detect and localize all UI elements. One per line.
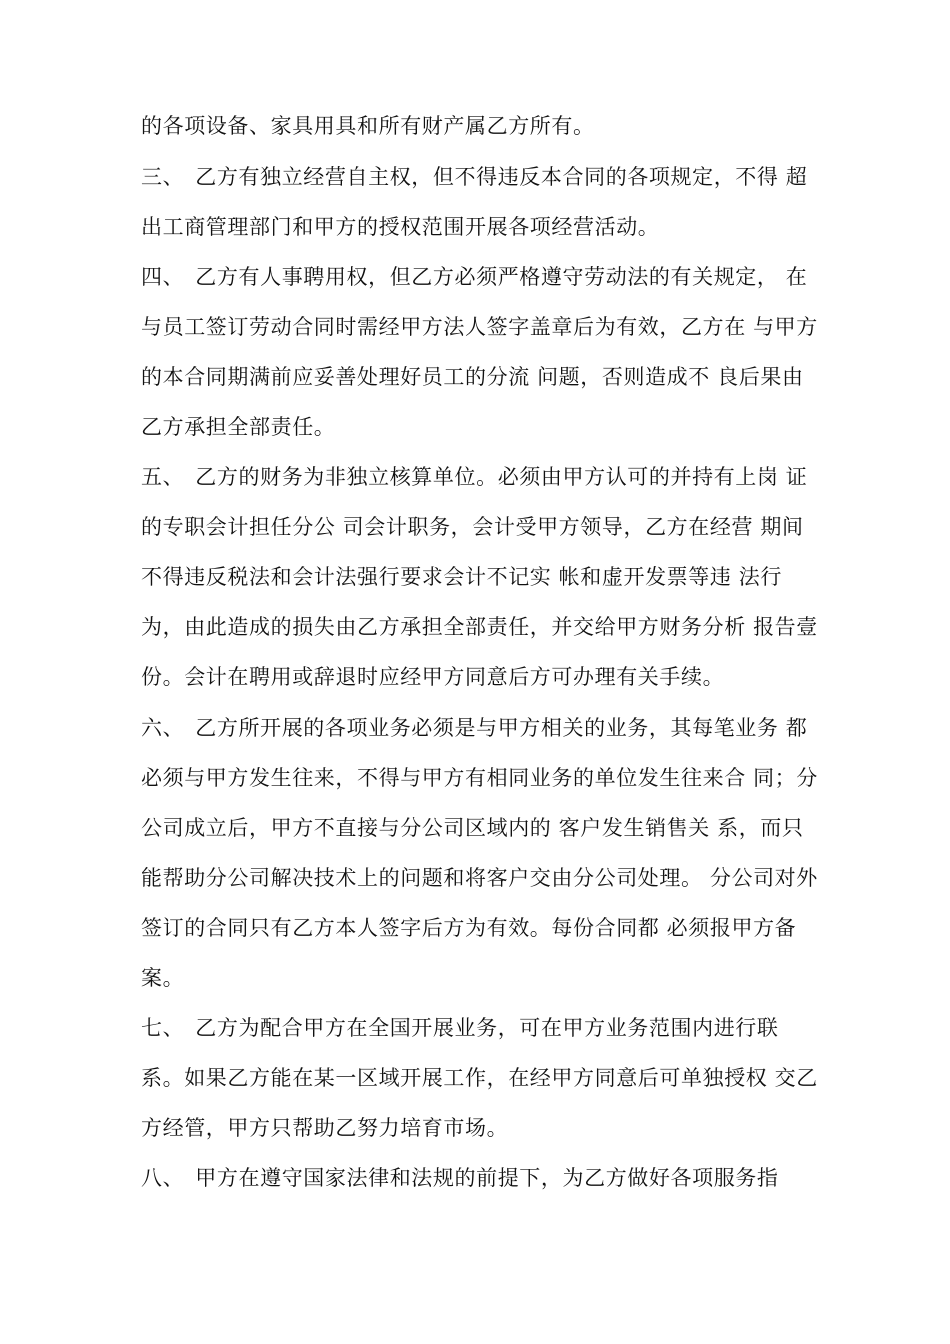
clause-3-line-1: 三、 乙方有独立经营自主权，但不得违反本合同的各项规定，不得 超 — [141, 165, 808, 189]
text-line: 案。 — [141, 966, 185, 990]
text-line: 系。如果乙方能在某一区域开展工作，在经甲方同意后可单独授权 交乙 — [141, 1066, 818, 1090]
text-line: 的各项设备、家具用具和所有财产属乙方所有。 — [141, 114, 595, 138]
clause-5-line-1: 五、 乙方的财务为非独立核算单位。必须由甲方认可的并持有上岗 证 — [141, 465, 808, 489]
text-line: 出工商管理部门和甲方的授权范围开展各项经营活动。 — [141, 215, 660, 239]
clause-6-line-1: 六、 乙方所开展的各项业务必须是与甲方相关的业务，其每笔业务 都 — [141, 716, 808, 740]
text-line: 份。会计在聘用或辞退时应经甲方同意后方可办理有关手续。 — [141, 665, 725, 689]
text-line: 为，由此造成的损失由乙方承担全部责任，并交给甲方财务分析 报告壹 — [141, 615, 818, 639]
text-line: 乙方承担全部责任。 — [141, 415, 336, 439]
text-line: 与员工签订劳动合同时需经甲方法人签字盖章后为有效，乙方在 与甲方 — [141, 315, 818, 339]
clause-4-line-1: 四、 乙方有人事聘用权，但乙方必须严格遵守劳动法的有关规定， 在 — [141, 265, 808, 289]
text-line: 的专职会计担任分公 司会计职务，会计受甲方领导，乙方在经营 期间 — [141, 515, 804, 539]
text-line: 签订的合同只有乙方本人签字后方为有效。每份合同都 必须报甲方备 — [141, 916, 797, 940]
clause-8-line-1: 八、 甲方在遵守国家法律和法规的前提下，为乙方做好各项服务指 — [141, 1166, 779, 1190]
text-line: 的本合同期满前应妥善处理好员工的分流 问题，否则造成不 良后果由 — [141, 365, 804, 389]
text-line: 方经管，甲方只帮助乙努力培育市场。 — [141, 1116, 509, 1140]
text-line: 必须与甲方发生往来，不得与甲方有相同业务的单位发生往来合 同；分 — [141, 766, 818, 790]
text-line: 不得违反税法和会计法强行要求会计不记实 帐和虚开发票等违 法行 — [141, 565, 782, 589]
text-line: 能帮助分公司解决技术上的问题和将客户交由分公司处理。 分公司对外 — [141, 866, 818, 890]
clause-7-line-1: 七、 乙方为配合甲方在全国开展业务，可在甲方业务范围内进行联 — [141, 1016, 779, 1040]
text-line: 公司成立后，甲方不直接与分公司区域内的 客户发生销售关 系，而只 — [141, 816, 804, 840]
